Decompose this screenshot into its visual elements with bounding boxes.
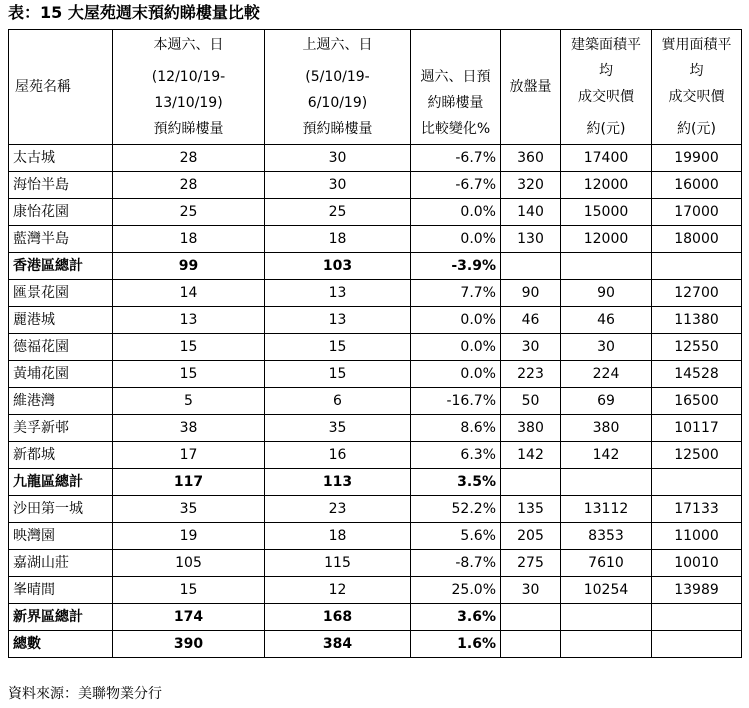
cell-listings: 50 <box>501 388 561 415</box>
cell-last-week: 15 <box>265 334 411 361</box>
cell-gross-price <box>561 253 652 280</box>
table-row <box>9 307 742 334</box>
source-note: 資料來源：美聯物業分行 <box>8 686 162 702</box>
cell-this-week: 28 <box>113 145 265 172</box>
header-estate: 屋苑名稱 <box>9 30 113 145</box>
header-listings: 放盤量 <box>501 30 561 145</box>
cell-gross-price: 7610 <box>561 550 652 577</box>
cell-last-week: 168 <box>265 604 411 631</box>
header-gross-price <box>561 30 652 145</box>
cell-saleable-price: 13989 <box>652 577 742 604</box>
estate-comparison-table <box>8 29 742 658</box>
cell-last-week: 6 <box>265 388 411 415</box>
cell-saleable-price: 10010 <box>652 550 742 577</box>
cell-saleable-price: 12550 <box>652 334 742 361</box>
table-row <box>9 334 742 361</box>
cell-listings: 46 <box>501 307 561 334</box>
cell-last-week: 16 <box>265 442 411 469</box>
cell-estate-name: 美孚新邨 <box>9 415 113 442</box>
header-this-week-sub: 預約睇樓量 <box>153 121 224 137</box>
cell-change: -3.9% <box>411 253 501 280</box>
cell-gross-price: 8353 <box>561 523 652 550</box>
header-gross-line2: 均 <box>599 63 613 79</box>
cell-gross-price: 13112 <box>561 496 652 523</box>
cell-change: 0.0% <box>411 361 501 388</box>
cell-change: 1.6% <box>411 631 501 658</box>
cell-this-week: 35 <box>113 496 265 523</box>
header-change-line1: 週六、日預 <box>420 69 491 85</box>
header-this-week-dates-start: (12/10/19- <box>151 69 226 85</box>
cell-saleable-price <box>652 253 742 280</box>
cell-gross-price: 224 <box>561 361 652 388</box>
cell-last-week: 113 <box>265 469 411 496</box>
header-this-week <box>113 30 265 145</box>
cell-saleable-price: 17133 <box>652 496 742 523</box>
cell-estate-name: 藍灣半島 <box>9 226 113 253</box>
cell-saleable-price <box>652 631 742 658</box>
header-gross-line1: 建築面積平 <box>571 37 641 53</box>
cell-gross-price: 69 <box>561 388 652 415</box>
cell-estate-name: 香港區總計 <box>9 253 113 280</box>
cell-estate-name: 維港灣 <box>9 388 113 415</box>
cell-listings: 30 <box>501 577 561 604</box>
cell-estate-name: 嘉湖山莊 <box>9 550 113 577</box>
cell-change: 25.0% <box>411 577 501 604</box>
header-saleable-line2: 均 <box>689 63 704 79</box>
cell-listings <box>501 631 561 658</box>
cell-gross-price: 380 <box>561 415 652 442</box>
cell-last-week: 18 <box>265 523 411 550</box>
table-row <box>9 415 742 442</box>
cell-listings: 360 <box>501 145 561 172</box>
cell-estate-name: 康怡花園 <box>9 199 113 226</box>
cell-change: -6.7% <box>411 172 501 199</box>
cell-saleable-price: 11380 <box>652 307 742 334</box>
cell-change: -6.7% <box>411 145 501 172</box>
header-saleable-line1: 實用面積平 <box>661 37 732 53</box>
cell-gross-price <box>561 631 652 658</box>
cell-gross-price <box>561 469 652 496</box>
table-row-total <box>9 253 742 280</box>
table-row <box>9 523 742 550</box>
header-saleable-price <box>652 30 742 145</box>
cell-saleable-price: 11000 <box>652 523 742 550</box>
cell-this-week: 18 <box>113 226 265 253</box>
table-row <box>9 145 742 172</box>
cell-listings <box>501 604 561 631</box>
cell-this-week: 38 <box>113 415 265 442</box>
cell-listings: 275 <box>501 550 561 577</box>
header-gross-line3: 成交呎價 <box>578 89 634 105</box>
cell-saleable-price <box>652 469 742 496</box>
cell-change: 6.3% <box>411 442 501 469</box>
cell-change: 3.5% <box>411 469 501 496</box>
cell-gross-price: 142 <box>561 442 652 469</box>
cell-change: 3.6% <box>411 604 501 631</box>
cell-saleable-price: 10117 <box>652 415 742 442</box>
table-row <box>9 361 742 388</box>
cell-this-week: 14 <box>113 280 265 307</box>
cell-listings: 140 <box>501 199 561 226</box>
cell-gross-price: 15000 <box>561 199 652 226</box>
cell-listings: 30 <box>501 334 561 361</box>
cell-estate-name: 海怡半島 <box>9 172 113 199</box>
cell-gross-price: 90 <box>561 280 652 307</box>
table-row <box>9 442 742 469</box>
cell-last-week: 30 <box>265 145 411 172</box>
cell-this-week: 17 <box>113 442 265 469</box>
cell-saleable-price: 17000 <box>652 199 742 226</box>
header-this-week-label: 本週六、日 <box>153 37 224 53</box>
cell-listings: 135 <box>501 496 561 523</box>
cell-last-week: 13 <box>265 307 411 334</box>
header-change-line2: 約睇樓量 <box>427 95 484 111</box>
cell-saleable-price: 16000 <box>652 172 742 199</box>
cell-this-week: 390 <box>113 631 265 658</box>
cell-estate-name: 映灣園 <box>9 523 113 550</box>
cell-gross-price: 12000 <box>561 226 652 253</box>
header-last-week-dates-end: 6/10/19) <box>307 95 368 111</box>
cell-last-week: 15 <box>265 361 411 388</box>
cell-gross-price: 30 <box>561 334 652 361</box>
cell-listings <box>501 253 561 280</box>
cell-last-week: 115 <box>265 550 411 577</box>
cell-this-week: 117 <box>113 469 265 496</box>
cell-listings: 380 <box>501 415 561 442</box>
table-row-total <box>9 604 742 631</box>
cell-this-week: 105 <box>113 550 265 577</box>
cell-change: 0.0% <box>411 334 501 361</box>
cell-gross-price: 46 <box>561 307 652 334</box>
cell-change: 52.2% <box>411 496 501 523</box>
cell-estate-name: 新都城 <box>9 442 113 469</box>
cell-estate-name: 德福花園 <box>9 334 113 361</box>
cell-last-week: 30 <box>265 172 411 199</box>
cell-change: 0.0% <box>411 199 501 226</box>
cell-last-week: 23 <box>265 496 411 523</box>
cell-estate-name: 總數 <box>9 631 113 658</box>
cell-saleable-price: 12700 <box>652 280 742 307</box>
header-last-week <box>265 30 411 145</box>
cell-this-week: 19 <box>113 523 265 550</box>
cell-saleable-price <box>652 604 742 631</box>
table-title: 表：15 大屋苑週末預約睇樓量比較 <box>8 3 260 22</box>
header-this-week-dates-end: 13/10/19) <box>154 95 223 111</box>
cell-gross-price: 12000 <box>561 172 652 199</box>
cell-change: 0.0% <box>411 307 501 334</box>
cell-listings: 223 <box>501 361 561 388</box>
header-saleable-line4: 約(元) <box>677 121 716 137</box>
cell-saleable-price: 19900 <box>652 145 742 172</box>
header-saleable-line3: 成交呎價 <box>668 89 725 105</box>
header-last-week-sub: 預約睇樓量 <box>302 121 373 137</box>
header-gross-line4: 約(元) <box>586 121 626 137</box>
header-last-week-label: 上週六、日 <box>302 37 373 53</box>
cell-estate-name: 新界區總計 <box>9 604 113 631</box>
cell-estate-name: 黃埔花園 <box>9 361 113 388</box>
cell-estate-name: 峯晴間 <box>9 577 113 604</box>
cell-listings <box>501 469 561 496</box>
cell-last-week: 18 <box>265 226 411 253</box>
cell-last-week: 103 <box>265 253 411 280</box>
cell-change: 0.0% <box>411 226 501 253</box>
table-row <box>9 577 742 604</box>
cell-this-week: 5 <box>113 388 265 415</box>
table-row <box>9 280 742 307</box>
table-row <box>9 199 742 226</box>
cell-last-week: 12 <box>265 577 411 604</box>
cell-this-week: 28 <box>113 172 265 199</box>
cell-change: -16.7% <box>411 388 501 415</box>
cell-estate-name: 匯景花園 <box>9 280 113 307</box>
cell-this-week: 15 <box>113 577 265 604</box>
cell-this-week: 25 <box>113 199 265 226</box>
cell-this-week: 174 <box>113 604 265 631</box>
table-row <box>9 496 742 523</box>
cell-estate-name: 九龍區總計 <box>9 469 113 496</box>
table-row <box>9 550 742 577</box>
header-change-sub: 比較變化% <box>420 121 491 137</box>
table-row <box>9 388 742 415</box>
cell-last-week: 13 <box>265 280 411 307</box>
cell-this-week: 15 <box>113 361 265 388</box>
cell-listings: 130 <box>501 226 561 253</box>
cell-saleable-price: 16500 <box>652 388 742 415</box>
cell-estate-name: 麗港城 <box>9 307 113 334</box>
cell-last-week: 25 <box>265 199 411 226</box>
cell-this-week: 99 <box>113 253 265 280</box>
cell-last-week: 384 <box>265 631 411 658</box>
header-change <box>411 30 501 145</box>
cell-gross-price: 10254 <box>561 577 652 604</box>
cell-change: 7.7% <box>411 280 501 307</box>
cell-listings: 90 <box>501 280 561 307</box>
cell-saleable-price: 14528 <box>652 361 742 388</box>
table-row-total <box>9 631 742 658</box>
cell-gross-price <box>561 604 652 631</box>
cell-change: -8.7% <box>411 550 501 577</box>
cell-listings: 205 <box>501 523 561 550</box>
cell-saleable-price: 12500 <box>652 442 742 469</box>
cell-gross-price: 17400 <box>561 145 652 172</box>
table-body <box>9 145 742 658</box>
table-row <box>9 172 742 199</box>
cell-listings: 142 <box>501 442 561 469</box>
cell-saleable-price: 18000 <box>652 226 742 253</box>
cell-change: 5.6% <box>411 523 501 550</box>
cell-estate-name: 沙田第一城 <box>9 496 113 523</box>
table-row <box>9 226 742 253</box>
cell-listings: 320 <box>501 172 561 199</box>
cell-estate-name: 太古城 <box>9 145 113 172</box>
cell-this-week: 13 <box>113 307 265 334</box>
cell-last-week: 35 <box>265 415 411 442</box>
table-row-total <box>9 469 742 496</box>
header-row <box>9 30 742 145</box>
cell-change: 8.6% <box>411 415 501 442</box>
header-last-week-dates-start: (5/10/19- <box>305 69 370 85</box>
cell-this-week: 15 <box>113 334 265 361</box>
